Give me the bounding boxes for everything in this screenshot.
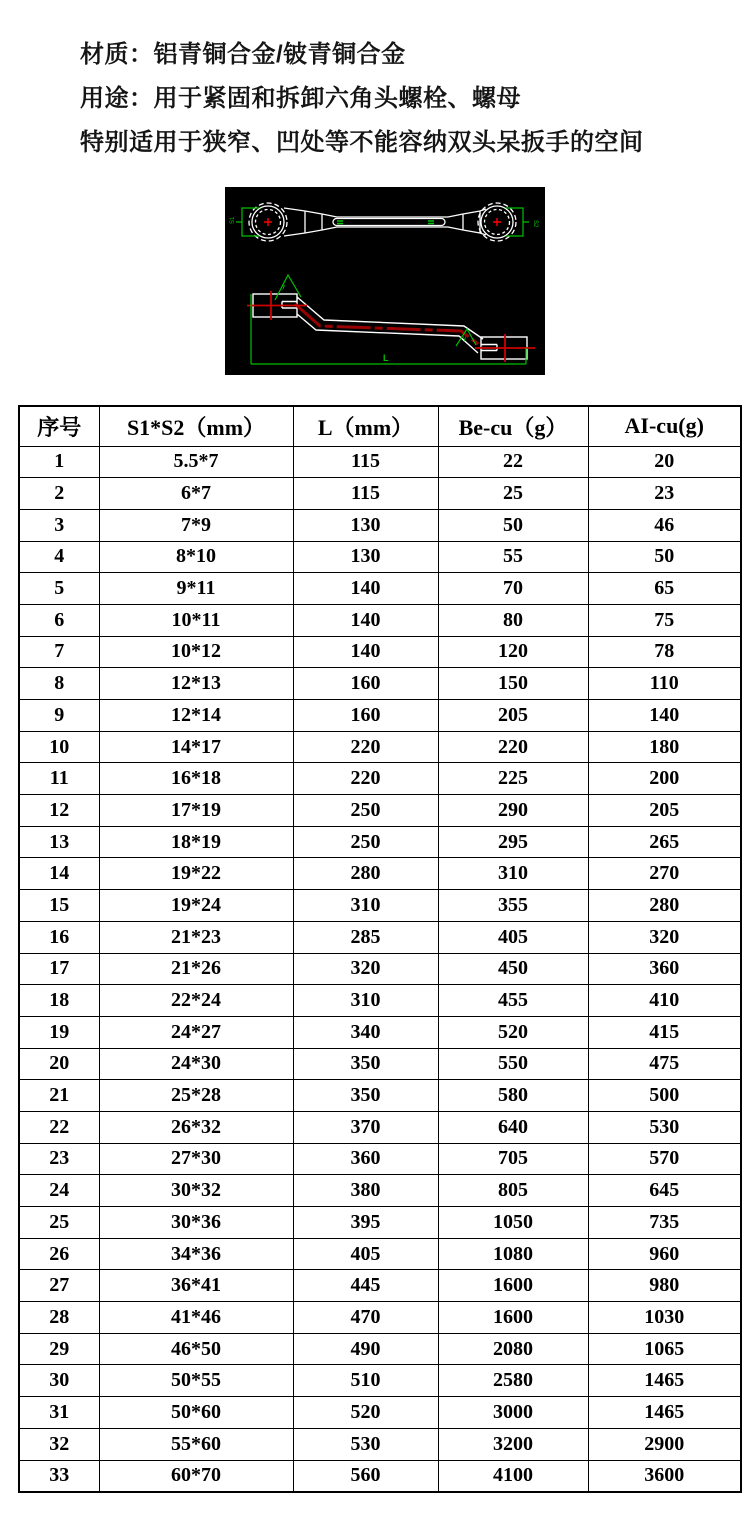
table-cell: 340: [293, 1016, 438, 1048]
table-cell: 980: [588, 1270, 741, 1302]
angle-right-label: y: [463, 335, 467, 342]
table-cell: 50: [588, 541, 741, 573]
table-cell: 735: [588, 1207, 741, 1239]
table-row: [19, 826, 741, 858]
table-row: [19, 1143, 741, 1175]
table-cell: 3000: [438, 1397, 588, 1429]
table-cell: 17: [19, 953, 99, 985]
table-cell: 16: [19, 921, 99, 953]
table-cell: 320: [588, 921, 741, 953]
table-cell: 10*12: [99, 636, 293, 668]
table-cell: 25: [19, 1207, 99, 1239]
table-cell: 1600: [438, 1270, 588, 1302]
table-cell: 22: [438, 446, 588, 478]
table-cell: 580: [438, 1080, 588, 1112]
table-cell: 17*19: [99, 795, 293, 827]
s2-dim-label: S2: [532, 220, 538, 228]
spec-table: [18, 405, 742, 1493]
table-cell: 46: [588, 509, 741, 541]
table-cell: 12*13: [99, 668, 293, 700]
table-cell: 80: [438, 604, 588, 636]
table-cell: 285: [293, 921, 438, 953]
table-cell: 310: [293, 985, 438, 1017]
table-cell: 1080: [438, 1238, 588, 1270]
table-cell: 3: [19, 509, 99, 541]
table-cell: 23: [588, 478, 741, 510]
table-cell: 10: [19, 731, 99, 763]
table-cell: 65: [588, 573, 741, 605]
table-cell: 130: [293, 541, 438, 573]
table-row: [19, 890, 741, 922]
table-row: [19, 953, 741, 985]
table-cell: 30: [19, 1365, 99, 1397]
table-row: [19, 1333, 741, 1365]
table-cell: 7: [19, 636, 99, 668]
table-cell: 1030: [588, 1302, 741, 1334]
table-cell: 18: [19, 985, 99, 1017]
table-cell: 140: [293, 604, 438, 636]
table-cell: 25*28: [99, 1080, 293, 1112]
table-row: [19, 1111, 741, 1143]
table-cell: 26: [19, 1238, 99, 1270]
table-cell: 18*19: [99, 826, 293, 858]
table-cell: 140: [588, 700, 741, 732]
table-cell: 20: [19, 1048, 99, 1080]
table-cell: 960: [588, 1238, 741, 1270]
table-cell: 350: [293, 1048, 438, 1080]
table-cell: 180: [588, 731, 741, 763]
table-cell: 160: [293, 700, 438, 732]
table-cell: 55: [438, 541, 588, 573]
table-cell: 9*11: [99, 573, 293, 605]
table-cell: 270: [588, 858, 741, 890]
table-cell: 7*9: [99, 509, 293, 541]
table-row: [19, 985, 741, 1017]
table-row: [19, 1238, 741, 1270]
table-cell: 5: [19, 573, 99, 605]
table-cell: 530: [588, 1111, 741, 1143]
table-cell: 395: [293, 1207, 438, 1239]
table-cell: 12: [19, 795, 99, 827]
table-cell: 160: [293, 668, 438, 700]
table-row: [19, 478, 741, 510]
length-dim-label: L: [383, 353, 389, 363]
slot-ticks: [337, 221, 434, 224]
table-cell: 13: [19, 826, 99, 858]
table-cell: 28: [19, 1302, 99, 1334]
table-cell: 510: [293, 1365, 438, 1397]
table-cell: 10*11: [99, 604, 293, 636]
table-cell: 250: [293, 826, 438, 858]
table-cell: 20: [588, 446, 741, 478]
table-cell: 560: [293, 1460, 438, 1492]
table-cell: 3600: [588, 1460, 741, 1492]
table-cell: 6*7: [99, 478, 293, 510]
table-row: [19, 731, 741, 763]
table-cell: 34*36: [99, 1238, 293, 1270]
table-cell: 14: [19, 858, 99, 890]
table-cell: 36*41: [99, 1270, 293, 1302]
table-cell: 21: [19, 1080, 99, 1112]
col-header-s1s2: S1*S2（mm）: [99, 406, 293, 446]
table-row: [19, 1397, 741, 1429]
table-cell: 21*26: [99, 953, 293, 985]
table-cell: 27*30: [99, 1143, 293, 1175]
angle-left-label: y: [282, 283, 286, 290]
table-cell: 70: [438, 573, 588, 605]
table-row: [19, 1080, 741, 1112]
table-cell: 455: [438, 985, 588, 1017]
table-cell: 31: [19, 1397, 99, 1429]
intro-line-note: 特别适用于狭窄、凹处等不能容纳双头呆扳手的空间: [80, 129, 644, 156]
table-cell: 645: [588, 1175, 741, 1207]
table-cell: 25: [438, 478, 588, 510]
table-cell: 805: [438, 1175, 588, 1207]
table-cell: 50*60: [99, 1397, 293, 1429]
table-cell: 2900: [588, 1428, 741, 1460]
col-header-aicu: AI-cu(g): [588, 406, 741, 446]
table-cell: 41*46: [99, 1302, 293, 1334]
table-row: [19, 1460, 741, 1492]
table-cell: 9: [19, 700, 99, 732]
table-cell: 33: [19, 1460, 99, 1492]
table-cell: 32: [19, 1428, 99, 1460]
table-row: [19, 573, 741, 605]
table-cell: 115: [293, 478, 438, 510]
table-cell: 19*24: [99, 890, 293, 922]
table-cell: 250: [293, 795, 438, 827]
table-row: [19, 763, 741, 795]
table-cell: 280: [293, 858, 438, 890]
table-cell: 12*14: [99, 700, 293, 732]
table-cell: 2580: [438, 1365, 588, 1397]
table-cell: 26*32: [99, 1111, 293, 1143]
table-row: [19, 604, 741, 636]
table-cell: 295: [438, 826, 588, 858]
table-cell: 30*36: [99, 1207, 293, 1239]
table-cell: 205: [588, 795, 741, 827]
table-cell: 24*30: [99, 1048, 293, 1080]
table-row: [19, 509, 741, 541]
table-cell: 220: [293, 763, 438, 795]
table-cell: 1465: [588, 1365, 741, 1397]
table-cell: 22: [19, 1111, 99, 1143]
table-cell: 265: [588, 826, 741, 858]
table-cell: 550: [438, 1048, 588, 1080]
table-cell: 310: [293, 890, 438, 922]
wrench-side-view: [253, 294, 527, 359]
cad-drawing: [225, 187, 545, 375]
table-cell: 705: [438, 1143, 588, 1175]
table-cell: 8*10: [99, 541, 293, 573]
col-header-index: 序号: [19, 406, 99, 446]
table-row: [19, 1048, 741, 1080]
table-cell: 1050: [438, 1207, 588, 1239]
table-row: [19, 541, 741, 573]
table-cell: 50*55: [99, 1365, 293, 1397]
col-header-length: L（mm）: [293, 406, 438, 446]
table-cell: 380: [293, 1175, 438, 1207]
table-row: [19, 1207, 741, 1239]
table-cell: 415: [588, 1016, 741, 1048]
table-cell: 22*24: [99, 985, 293, 1017]
table-header-row: [19, 406, 741, 446]
table-cell: 27: [19, 1270, 99, 1302]
intro-text: [80, 33, 720, 165]
table-body: [19, 446, 741, 1492]
table-cell: 1600: [438, 1302, 588, 1334]
table-row: [19, 1175, 741, 1207]
table-cell: 520: [293, 1397, 438, 1429]
table-cell: 360: [588, 953, 741, 985]
table-cell: 19: [19, 1016, 99, 1048]
table-row: [19, 921, 741, 953]
table-row: [19, 700, 741, 732]
table-cell: 445: [293, 1270, 438, 1302]
table-cell: 4100: [438, 1460, 588, 1492]
col-header-becu: Be-cu（g）: [438, 406, 588, 446]
table-cell: 5.5*7: [99, 446, 293, 478]
table-cell: 110: [588, 668, 741, 700]
table-cell: 24: [19, 1175, 99, 1207]
table-cell: 205: [438, 700, 588, 732]
table-cell: 350: [293, 1080, 438, 1112]
table-cell: 120: [438, 636, 588, 668]
table-cell: 220: [438, 731, 588, 763]
table-cell: 115: [293, 446, 438, 478]
table-cell: 470: [293, 1302, 438, 1334]
table-cell: 355: [438, 890, 588, 922]
table-row: [19, 446, 741, 478]
table-cell: 21*23: [99, 921, 293, 953]
table-cell: 320: [293, 953, 438, 985]
table-cell: 490: [293, 1333, 438, 1365]
table-cell: 55*60: [99, 1428, 293, 1460]
intro-line-material: 材质：铝青铜合金/铍青铜合金: [80, 41, 406, 68]
table-cell: 130: [293, 509, 438, 541]
table-row: [19, 668, 741, 700]
wrench-plan-view: [249, 203, 516, 241]
table-row: [19, 636, 741, 668]
table-cell: 24*27: [99, 1016, 293, 1048]
table-cell: 140: [293, 573, 438, 605]
table-cell: 75: [588, 604, 741, 636]
table-cell: 310: [438, 858, 588, 890]
table-cell: 290: [438, 795, 588, 827]
table-cell: 30*32: [99, 1175, 293, 1207]
table-cell: 500: [588, 1080, 741, 1112]
table-row: [19, 795, 741, 827]
table-cell: 3200: [438, 1428, 588, 1460]
table-cell: 405: [293, 1238, 438, 1270]
table-cell: 50: [438, 509, 588, 541]
table-cell: 360: [293, 1143, 438, 1175]
table-row: [19, 1365, 741, 1397]
table-cell: 450: [438, 953, 588, 985]
table-cell: 220: [293, 731, 438, 763]
table-cell: 200: [588, 763, 741, 795]
wrench-diagram: [225, 187, 545, 375]
table-row: [19, 858, 741, 890]
table-cell: 530: [293, 1428, 438, 1460]
table-cell: 405: [438, 921, 588, 953]
table-cell: 520: [438, 1016, 588, 1048]
table-cell: 410: [588, 985, 741, 1017]
table-cell: 225: [438, 763, 588, 795]
table-cell: 280: [588, 890, 741, 922]
table-cell: 370: [293, 1111, 438, 1143]
table-cell: 29: [19, 1333, 99, 1365]
table-cell: 1: [19, 446, 99, 478]
table-cell: 16*18: [99, 763, 293, 795]
table-cell: 78: [588, 636, 741, 668]
table-row: [19, 1428, 741, 1460]
s1-dim-label: S1: [230, 216, 236, 224]
table-row: [19, 1016, 741, 1048]
intro-line-usage: 用途：用于紧固和拆卸六角头螺栓、螺母: [80, 85, 521, 112]
table-cell: 8: [19, 668, 99, 700]
table-cell: 15: [19, 890, 99, 922]
table-cell: 640: [438, 1111, 588, 1143]
center-marks-plan: [264, 218, 501, 226]
table-cell: 1465: [588, 1397, 741, 1429]
table-cell: 2: [19, 478, 99, 510]
table-cell: 140: [293, 636, 438, 668]
table-cell: 4: [19, 541, 99, 573]
table-cell: 46*50: [99, 1333, 293, 1365]
table-row: [19, 1270, 741, 1302]
table-cell: 11: [19, 763, 99, 795]
table-cell: 19*22: [99, 858, 293, 890]
table-cell: 60*70: [99, 1460, 293, 1492]
table-cell: 150: [438, 668, 588, 700]
table-cell: 14*17: [99, 731, 293, 763]
table-cell: 1065: [588, 1333, 741, 1365]
table-row: [19, 1302, 741, 1334]
table-cell: 570: [588, 1143, 741, 1175]
table-cell: 6: [19, 604, 99, 636]
table-cell: 23: [19, 1143, 99, 1175]
table-cell: 2080: [438, 1333, 588, 1365]
table-cell: 475: [588, 1048, 741, 1080]
